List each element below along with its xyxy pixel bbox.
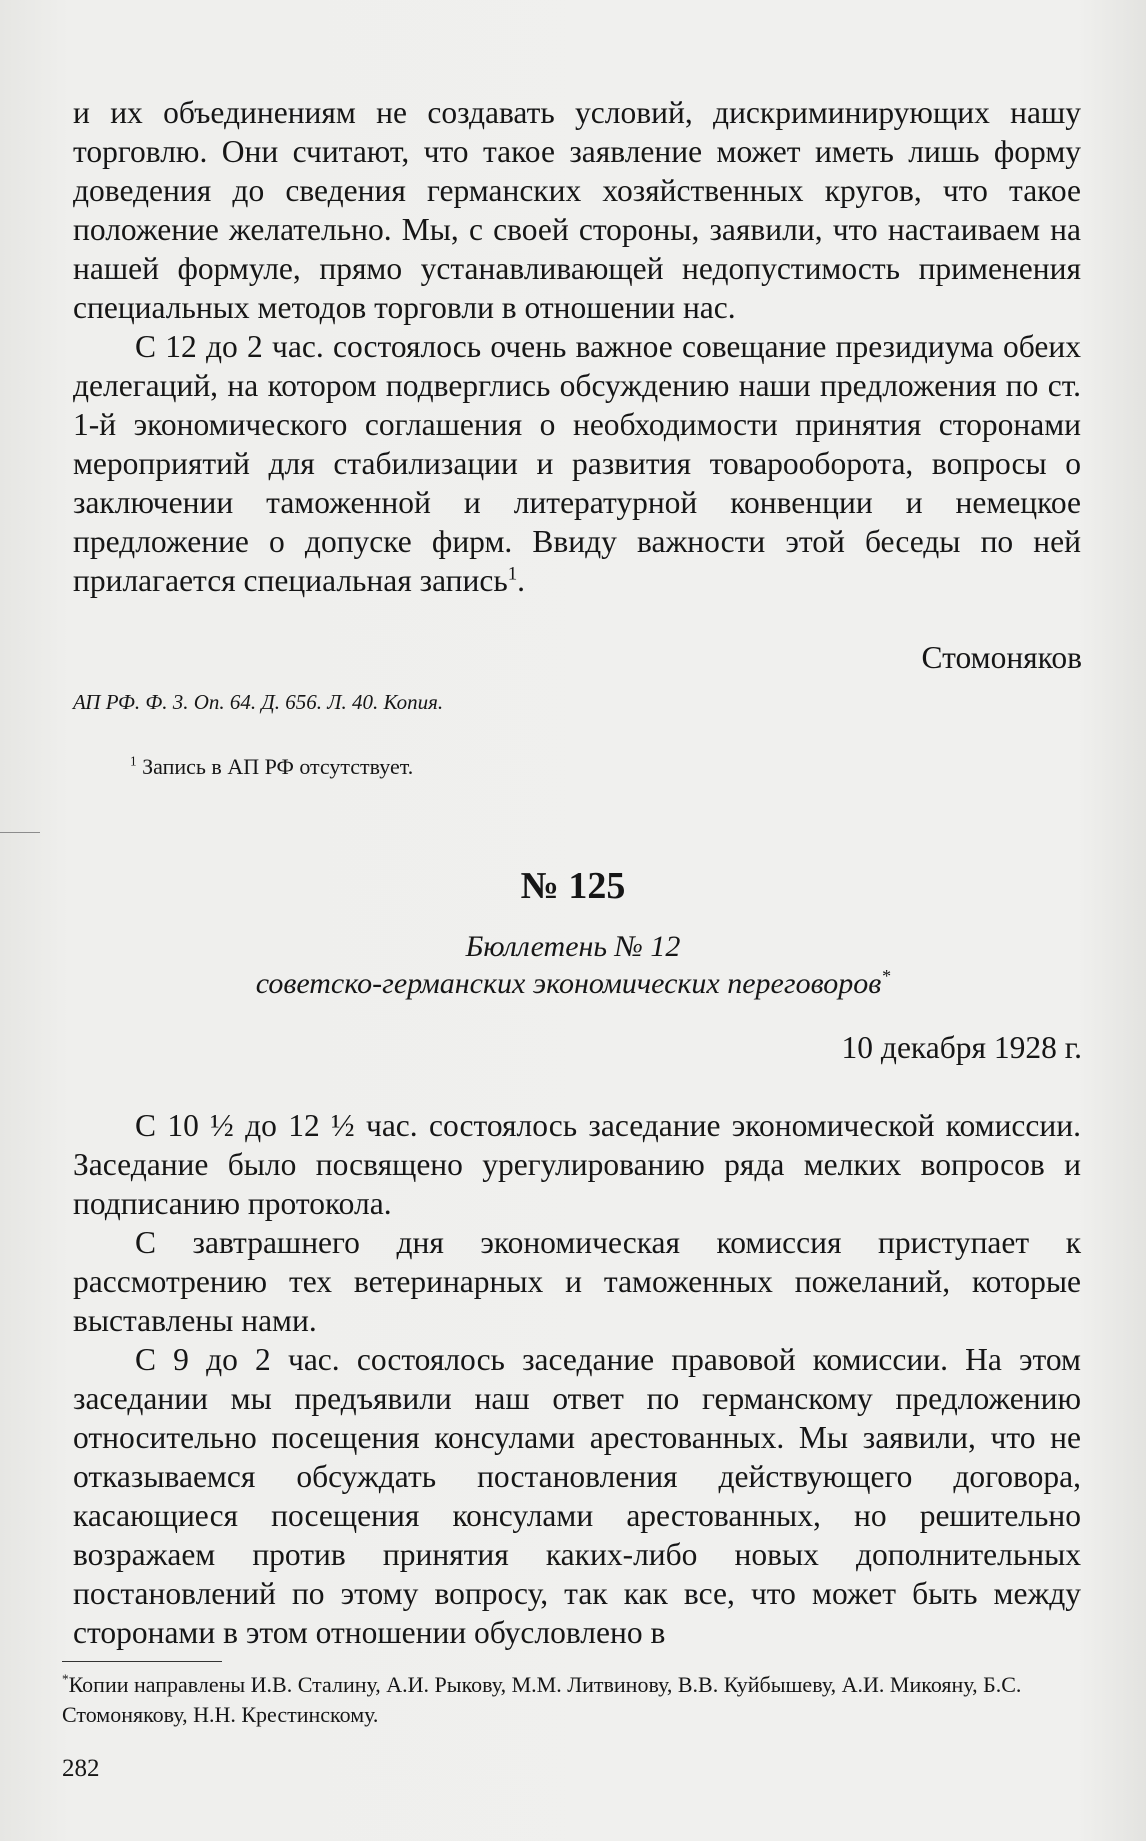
document-title-line-1: Бюллетень № 12 — [465, 930, 681, 963]
paragraph-2 — [73, 327, 1081, 600]
document-title-line-2 — [0, 966, 1146, 1002]
paragraph-1: и их объединениям не создавать условий, дискриминирующих нашу торговлю. Они считают, что такое заявление может иметь лишь форму доведения до сведения германских хозяйственных кругов, что такое положение желательно. Мы, с своей стороны, заявили, что настаиваем на нашей формуле, прямо устанавливающей недопустимость применения специальных методов торговли в отношении нас. — [73, 95, 1081, 325]
bottom-footnote-text: Копии направлены И.В. Сталину, А.И. Рыкову, М.М. Литвинову, В.В. Куйбышеву, А.И. Микояну, Б.С. Стомонякову, Н.Н. Крестинскому. — [62, 1672, 1022, 1727]
footnote-ref-1: 1 — [507, 563, 518, 585]
body-paragraph-1: С 10 ½ до 12 ½ час. состоялось заседание экономической комиссии. Заседание было посвящено урегулированию ряда мелких вопросов и подписанию протокола. — [73, 1108, 1081, 1221]
document-number: № 125 — [520, 865, 626, 907]
page-number: 282 — [62, 1755, 100, 1782]
document-title-line-2-text: советско-германских экономических переговоров — [255, 967, 882, 1000]
top-text-block — [73, 93, 1081, 600]
bottom-footnote — [62, 1670, 1082, 1730]
body-paragraph-3: С 9 до 2 час. состоялось заседание правовой комиссии. На этом заседании мы предъявили наш ответ по германскому предложению относительно посещения консулами арестованных. Мы заявили, что не отказываемся обсуждать постановления действующего договора, касающиеся посещения консулами арестованных, но решительно возражаем против принятия каких-либо новых дополнительных постановлений по этому вопросу, так как все, что может быть между сторонами в этом отношении обусловлено в — [73, 1342, 1081, 1650]
footnote-1 — [130, 754, 413, 780]
footnote-1-mark: 1 — [130, 753, 137, 769]
paragraph-2-end: . — [517, 563, 526, 598]
title-footnote-mark: * — [881, 966, 891, 986]
footnote-1-text: Запись в АП РФ отсутствует. — [136, 754, 414, 779]
body-text-block — [73, 1106, 1081, 1652]
body-paragraph-2: С завтрашнего дня экономическая комиссия приступает к рассмотрению тех ветеринарных и таможенных пожеланий, которые выставлены нами. — [73, 1225, 1081, 1338]
archive-reference: АП РФ. Ф. 3. Оп. 64. Д. 656. Л. 40. Копия. — [73, 690, 444, 714]
page-edge-mark — [0, 832, 40, 833]
footnote-divider — [62, 1661, 222, 1662]
document-date: 10 декабря 1928 г. — [841, 1030, 1082, 1065]
paragraph-2-text: С 12 до 2 час. состоялось очень важное совещание президиума обеих делегаций, на котором подверглись обсуждению наши предложения по ст. 1-й экономического соглашения о необходимости принятия сторонами мероприятий для стабилизации и развития товарооборота, вопросы о заключении таможенной и литературной конвенции и немецкое предложение о допуске фирм. Ввиду важности этой беседы по ней прилагается специальная запись — [73, 329, 1081, 598]
bottom-footnote-mark: * — [62, 1671, 69, 1687]
signature: Стомоняков — [921, 640, 1082, 675]
